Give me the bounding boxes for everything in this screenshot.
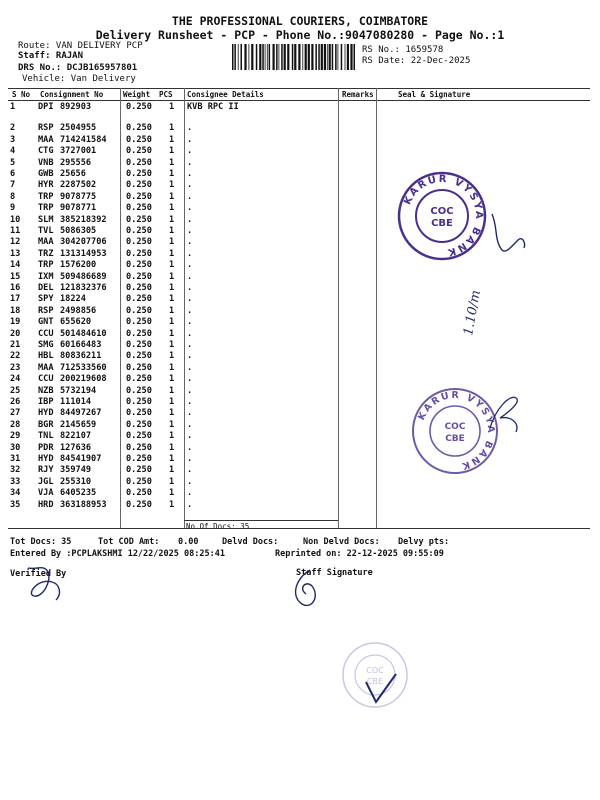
- cell-weight: 0.250: [126, 260, 152, 271]
- cell-prefix: GWB: [38, 169, 54, 179]
- cell-weight: 0.250: [126, 134, 152, 145]
- cell-consignee: .: [187, 362, 193, 373]
- table-row: [8, 340, 590, 351]
- cell-pcs: 1: [169, 454, 175, 464]
- cell-sno: 14: [10, 260, 21, 271]
- svg-text:1.10/m: 1.10/m: [461, 289, 484, 337]
- cell-weight: 0.250: [126, 102, 152, 112]
- tot-cod-amt-label: Tot COD Amt:: [98, 537, 160, 547]
- cell-sno: 1: [10, 102, 16, 112]
- company-title: THE PROFESSIONAL COURIERS, COIMBATORE: [171, 14, 429, 28]
- cell-consignee: .: [187, 465, 193, 476]
- cell-prefix: RSP: [38, 123, 54, 134]
- cell-consignee: .: [187, 180, 193, 191]
- cell-consignee: .: [187, 488, 193, 499]
- runsheet-table: [8, 88, 590, 531]
- cell-pcs: 1: [169, 146, 175, 157]
- staff-label: Staff: RAJAN: [18, 51, 84, 61]
- cell-consignee: .: [187, 191, 193, 202]
- cell-consignee: .: [187, 248, 193, 259]
- col-header-sno: S No: [12, 90, 31, 99]
- cell-consignee: .: [187, 431, 193, 442]
- cell-pcs: 1: [169, 419, 175, 430]
- cell-prefix: TRZ: [38, 248, 54, 259]
- cell-prefix: MAA: [38, 362, 54, 373]
- cell-prefix: HRD: [38, 499, 54, 510]
- cell-pcs: 1: [169, 157, 175, 168]
- cell-pcs: 1: [169, 260, 175, 271]
- cell-number: 9078775: [60, 191, 97, 202]
- cell-consignee: .: [187, 340, 193, 350]
- cell-pcs: 1: [169, 102, 175, 112]
- cell-consignee: .: [187, 351, 193, 362]
- cell-prefix: TVL: [38, 226, 54, 236]
- cell-pcs: 1: [169, 191, 175, 202]
- cell-prefix: PDR: [38, 442, 54, 453]
- cell-pcs: 1: [169, 374, 175, 385]
- cell-number: 255310: [60, 476, 92, 487]
- cell-consignee: .: [187, 328, 193, 339]
- cell-sno: 3: [10, 134, 16, 145]
- cell-weight: 0.250: [126, 169, 152, 179]
- cell-sno: 30: [10, 442, 21, 453]
- cell-prefix: TRP: [38, 260, 54, 271]
- cell-sno: 26: [10, 397, 21, 407]
- cell-number: 295556: [60, 157, 92, 168]
- cell-prefix: HBL: [38, 351, 54, 362]
- cell-pcs: 1: [169, 340, 175, 350]
- cell-consignee: .: [187, 419, 193, 430]
- table-row: [8, 488, 590, 499]
- cell-weight: 0.250: [126, 203, 152, 214]
- cell-sno: 5: [10, 157, 16, 168]
- cell-sno: 17: [10, 294, 21, 305]
- rs-date: RS Date: 22-Dec-2025: [362, 56, 471, 66]
- cell-consignee: .: [187, 271, 193, 282]
- cell-pcs: 1: [169, 488, 175, 499]
- cell-pcs: 1: [169, 305, 175, 316]
- table-row: [8, 500, 590, 511]
- barcode-image: [232, 44, 356, 70]
- cell-weight: 0.250: [126, 294, 152, 305]
- cell-pcs: 1: [169, 385, 175, 396]
- cell-prefix: HYD: [38, 454, 54, 464]
- cell-sno: 31: [10, 454, 21, 464]
- col-header-consignment: Consignment No: [40, 90, 104, 99]
- cell-number: 121832376: [60, 283, 107, 293]
- cell-number: 509486689: [60, 271, 107, 282]
- cell-sno: 2: [10, 123, 16, 134]
- cell-number: 892903: [60, 102, 92, 112]
- table-row: [8, 465, 590, 476]
- cell-weight: 0.250: [126, 283, 152, 293]
- verified-by-signature: [22, 560, 72, 608]
- cell-number: 359749: [60, 465, 92, 476]
- table-row: [8, 102, 590, 113]
- cell-weight: 0.250: [126, 191, 152, 202]
- cell-number: 6405235: [60, 488, 97, 499]
- cell-consignee: .: [187, 203, 193, 214]
- cell-pcs: 1: [169, 431, 175, 442]
- cell-pcs: 1: [169, 397, 175, 407]
- table-row: [8, 135, 590, 146]
- cell-prefix: CTG: [38, 146, 54, 157]
- runsheet-subtitle: Delivery Runsheet - PCP - Phone No.:9047080280 - Page No.:1: [95, 28, 505, 42]
- cell-pcs: 1: [169, 294, 175, 305]
- cell-number: 80836211: [60, 351, 102, 362]
- cell-number: 200219608: [60, 374, 107, 385]
- cell-prefix: SLM: [38, 214, 54, 225]
- cell-prefix: SPY: [38, 294, 54, 305]
- cell-sno: 23: [10, 362, 21, 373]
- cell-prefix: TRP: [38, 191, 54, 202]
- cell-weight: 0.250: [126, 237, 152, 248]
- cell-sno: 20: [10, 328, 21, 339]
- cell-sno: 9: [10, 203, 16, 214]
- cell-number: 3727001: [60, 146, 97, 157]
- cell-sno: 6: [10, 169, 16, 179]
- cell-weight: 0.250: [126, 157, 152, 168]
- cell-sno: 12: [10, 237, 21, 248]
- svg-text:COC: COC: [430, 206, 454, 217]
- cell-pcs: 1: [169, 134, 175, 145]
- cell-consignee: .: [187, 294, 193, 305]
- cell-weight: 0.250: [126, 454, 152, 464]
- svg-text:KARUR VYSYA BANK: KARUR VYSYA BANK: [402, 173, 485, 258]
- cell-weight: 0.250: [126, 317, 152, 328]
- handwritten-note: [458, 268, 498, 340]
- table-row: [8, 374, 590, 385]
- cell-weight: 0.250: [126, 465, 152, 476]
- reprinted-on: Reprinted on: 22-12-2025 09:55:09: [275, 549, 444, 559]
- cell-sno: 21: [10, 340, 21, 350]
- cell-number: 131314953: [60, 248, 107, 259]
- tot-cod-amt-value: 0.00: [178, 537, 199, 547]
- table-row: [8, 294, 590, 305]
- cell-consignee: .: [187, 123, 193, 134]
- cell-consignee: .: [187, 385, 193, 396]
- cell-pcs: 1: [169, 248, 175, 259]
- cell-prefix: IBP: [38, 397, 54, 407]
- cell-pcs: 1: [169, 328, 175, 339]
- cell-number: 363188953: [60, 499, 107, 510]
- cell-pcs: 1: [169, 180, 175, 191]
- cell-sno: 35: [10, 499, 21, 510]
- cell-weight: 0.250: [126, 476, 152, 487]
- cell-number: 60166483: [60, 340, 102, 350]
- cell-consignee: .: [187, 397, 193, 407]
- staff-signature-mark: [284, 566, 334, 612]
- cell-sno: 7: [10, 180, 16, 191]
- cell-number: 712533560: [60, 362, 107, 373]
- cell-sno: 29: [10, 431, 21, 442]
- cell-weight: 0.250: [126, 146, 152, 157]
- cell-number: 5086305: [60, 226, 97, 236]
- cell-sno: 22: [10, 351, 21, 362]
- no-of-docs: No.Of Docs: 35: [186, 522, 250, 531]
- cell-prefix: GNT: [38, 317, 54, 328]
- cell-prefix: TNL: [38, 431, 54, 442]
- cell-weight: 0.250: [126, 408, 152, 419]
- cell-sno: 25: [10, 385, 21, 396]
- cell-weight: 0.250: [126, 328, 152, 339]
- table-row: [8, 351, 590, 362]
- col-header-signature: Seal & Signature: [398, 90, 471, 99]
- vehicle-label: Vehicle: Van Delivery: [22, 74, 136, 84]
- delvd-docs: Delvd Docs:: [222, 537, 279, 547]
- cell-consignee: .: [187, 499, 193, 510]
- cell-sno: 33: [10, 476, 21, 487]
- col-header-weight: Weight: [123, 90, 151, 99]
- cell-pcs: 1: [169, 283, 175, 293]
- cell-number: 18224: [60, 294, 86, 305]
- entered-by: Entered By :PCPLAKSHMI 12/22/2025 08:25:41: [10, 549, 225, 559]
- cell-sno: 28: [10, 419, 21, 430]
- cell-prefix: HYR: [38, 180, 54, 191]
- cell-sno: 13: [10, 248, 21, 259]
- cell-sno: 15: [10, 271, 21, 282]
- cell-pcs: 1: [169, 408, 175, 419]
- cell-weight: 0.250: [126, 226, 152, 236]
- cell-number: 84541907: [60, 454, 102, 464]
- col-header-pcs: PCS: [159, 90, 173, 99]
- svg-text:CBE: CBE: [445, 434, 465, 444]
- signature-scribble: [488, 210, 528, 260]
- cell-weight: 0.250: [126, 180, 152, 191]
- cell-prefix: VNB: [38, 157, 54, 168]
- cell-consignee: .: [187, 237, 193, 248]
- cell-sno: 4: [10, 146, 16, 157]
- cell-prefix: VJA: [38, 488, 54, 499]
- cell-pcs: 1: [169, 465, 175, 476]
- cell-prefix: MAA: [38, 134, 54, 145]
- cell-number: 655620: [60, 317, 92, 328]
- cell-pcs: 1: [169, 169, 175, 179]
- cell-weight: 0.250: [126, 385, 152, 396]
- cell-sno: 27: [10, 408, 21, 419]
- cell-weight: 0.250: [126, 248, 152, 259]
- svg-text:COC: COC: [366, 666, 384, 675]
- svg-text:KARUR VYSYA BANK: KARUR VYSYA BANK: [416, 389, 497, 472]
- cell-consignee: .: [187, 146, 193, 157]
- cell-prefix: CCU: [38, 374, 54, 385]
- cell-number: 5732194: [60, 385, 97, 396]
- cell-prefix: MAA: [38, 237, 54, 248]
- cell-number: 2504955: [60, 123, 97, 134]
- cell-pcs: 1: [169, 442, 175, 453]
- cell-number: 304207706: [60, 237, 107, 248]
- cell-number: 822107: [60, 431, 92, 442]
- cell-weight: 0.250: [126, 340, 152, 350]
- cell-prefix: DPI: [38, 102, 54, 112]
- cell-pcs: 1: [169, 226, 175, 236]
- col-header-remarks: Remarks: [342, 90, 374, 99]
- cell-prefix: JGL: [38, 476, 54, 487]
- cell-prefix: RJY: [38, 465, 54, 476]
- cell-number: 25656: [60, 169, 86, 179]
- table-row: [8, 146, 590, 157]
- table-row: [8, 443, 590, 454]
- table-row: [8, 454, 590, 465]
- table-row: [8, 169, 590, 180]
- cell-weight: 0.250: [126, 419, 152, 430]
- cell-number: 84497267: [60, 408, 102, 419]
- cell-consignee: .: [187, 476, 193, 487]
- cell-pcs: 1: [169, 499, 175, 510]
- cell-weight: 0.250: [126, 305, 152, 316]
- cell-weight: 0.250: [126, 488, 152, 499]
- cell-sno: 8: [10, 191, 16, 202]
- cell-number: 1576200: [60, 260, 97, 271]
- cell-weight: 0.250: [126, 431, 152, 442]
- cell-weight: 0.250: [126, 362, 152, 373]
- cell-number: 9078771: [60, 203, 97, 214]
- route-label: Route: VAN DELIVERY PCP: [18, 41, 143, 51]
- cell-prefix: SMG: [38, 340, 54, 350]
- cell-pcs: 1: [169, 271, 175, 282]
- cell-prefix: BGR: [38, 419, 54, 430]
- cell-consignee: .: [187, 442, 193, 453]
- cell-sno: 11: [10, 226, 21, 236]
- signature-scribble-2: [486, 388, 526, 438]
- cell-prefix: NZB: [38, 385, 54, 396]
- cell-consignee: .: [187, 169, 193, 179]
- table-row: [8, 260, 590, 271]
- cell-consignee: .: [187, 454, 193, 464]
- cell-consignee: .: [187, 214, 193, 225]
- cell-pcs: 1: [169, 362, 175, 373]
- cell-consignee: .: [187, 317, 193, 328]
- cell-consignee: .: [187, 283, 193, 293]
- cell-prefix: TRP: [38, 203, 54, 214]
- cell-pcs: 1: [169, 203, 175, 214]
- table-row: [8, 180, 590, 191]
- cell-weight: 0.250: [126, 271, 152, 282]
- svg-text:COC: COC: [444, 422, 466, 432]
- drs-number: DRS No.: DCJB165957801: [18, 63, 138, 73]
- cell-pcs: 1: [169, 237, 175, 248]
- cell-sno: 24: [10, 374, 21, 385]
- table-row: [8, 363, 590, 374]
- cell-number: 501484610: [60, 328, 107, 339]
- cell-number: 2498856: [60, 305, 97, 316]
- cell-sno: 10: [10, 214, 21, 225]
- table-row: [8, 158, 590, 169]
- cell-pcs: 1: [169, 123, 175, 134]
- svg-text:CBE: CBE: [366, 677, 384, 686]
- cell-prefix: DEL: [38, 283, 54, 293]
- svg-text:CBE: CBE: [431, 218, 453, 229]
- cell-number: 111014: [60, 397, 92, 407]
- cell-consignee: .: [187, 305, 193, 316]
- cell-consignee: .: [187, 134, 193, 145]
- cell-prefix: CCU: [38, 328, 54, 339]
- cell-sno: 19: [10, 317, 21, 328]
- table-row: [8, 477, 590, 488]
- col-header-consignee: Consignee Details: [187, 90, 264, 99]
- cell-number: 2145659: [60, 419, 97, 430]
- table-row: [8, 329, 590, 340]
- cell-consignee: .: [187, 374, 193, 385]
- cell-consignee: .: [187, 260, 193, 271]
- cell-weight: 0.250: [126, 442, 152, 453]
- table-row: [8, 317, 590, 328]
- rs-number: RS No.: 1659578: [362, 45, 444, 55]
- table-row: [8, 123, 590, 134]
- cell-number: 2287502: [60, 180, 97, 191]
- cell-sno: 16: [10, 283, 21, 293]
- cell-weight: 0.250: [126, 123, 152, 134]
- bank-seal-stamp: [396, 170, 488, 262]
- cell-pcs: 1: [169, 476, 175, 487]
- tot-docs: Tot Docs: 35: [10, 537, 72, 547]
- table-row: [8, 283, 590, 294]
- cell-weight: 0.250: [126, 374, 152, 385]
- verified-by-label: Verified By: [10, 569, 67, 579]
- non-delvd-docs: Non Delvd Docs:: [303, 537, 380, 547]
- table-row: [8, 192, 590, 203]
- cell-sno: 34: [10, 488, 21, 499]
- cell-weight: 0.250: [126, 351, 152, 362]
- cell-weight: 0.250: [126, 214, 152, 225]
- table-row: [8, 306, 590, 317]
- tick-mark: [362, 670, 402, 710]
- cell-pcs: 1: [169, 351, 175, 362]
- cell-pcs: 1: [169, 317, 175, 328]
- cell-sno: 32: [10, 465, 21, 476]
- cell-prefix: RSP: [38, 305, 54, 316]
- cell-prefix: HYD: [38, 408, 54, 419]
- cell-number: 127636: [60, 442, 92, 453]
- cell-consignee: .: [187, 226, 193, 236]
- cell-weight: 0.250: [126, 397, 152, 407]
- cell-prefix: IXM: [38, 271, 54, 282]
- cell-consignee: .: [187, 157, 193, 168]
- cell-sno: 18: [10, 305, 21, 316]
- delvy-pts: Delvy pts:: [398, 537, 450, 547]
- cell-consignee: .: [187, 408, 193, 419]
- table-row: [8, 272, 590, 283]
- cell-pcs: 1: [169, 214, 175, 225]
- staff-signature-label: Staff Signature: [296, 568, 373, 578]
- cell-number: 714241584: [60, 134, 107, 145]
- cell-weight: 0.250: [126, 499, 152, 510]
- cell-number: 385218392: [60, 214, 107, 225]
- cell-consignee: KVB RPC II: [187, 102, 239, 112]
